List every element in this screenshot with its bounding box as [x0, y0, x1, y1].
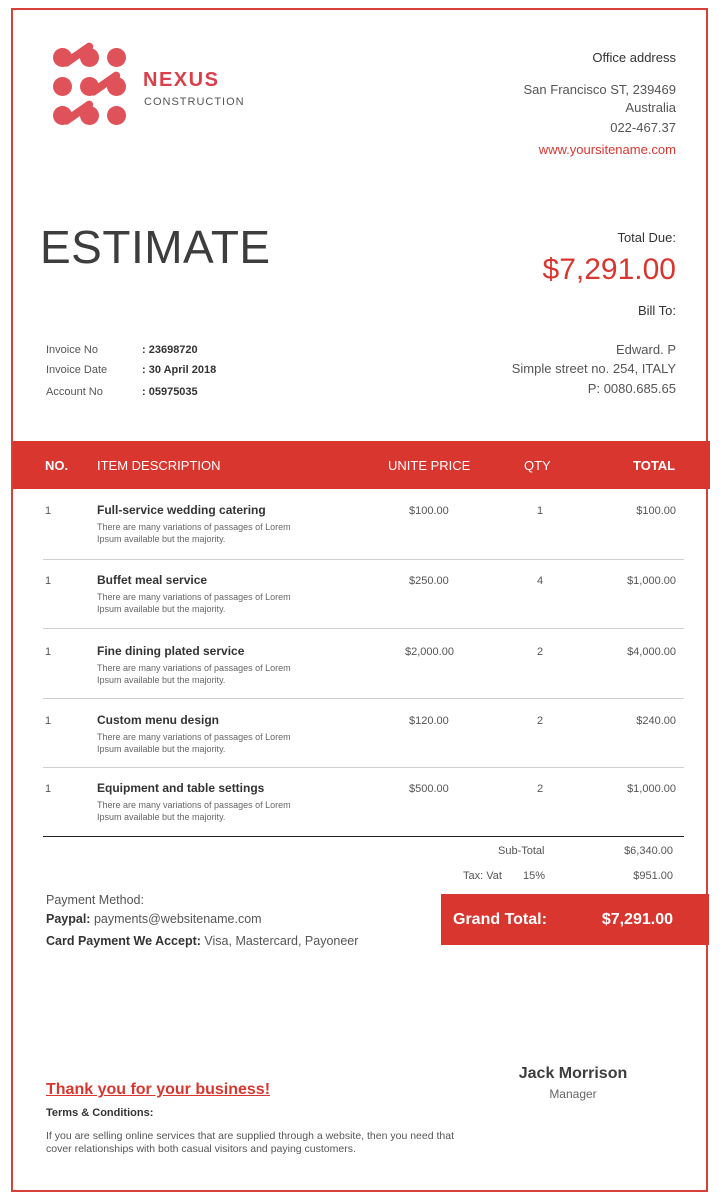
- brand-name: NEXUS: [143, 69, 220, 91]
- subtotal-value: $6,340.00: [624, 845, 673, 857]
- row-item-title: Fine dining plated service: [97, 644, 245, 658]
- signer-name: Jack Morrison: [518, 1065, 628, 1082]
- terms-label: Terms & Conditions:: [46, 1107, 154, 1119]
- row-qty: 2: [537, 646, 544, 658]
- bill-to-label: Bill To:: [637, 303, 676, 318]
- row-item-title: Buffet meal service: [97, 573, 208, 587]
- account-no-value: : 05975035: [142, 386, 198, 398]
- row-no: 1: [45, 715, 52, 727]
- subtotal-label: Sub-Total: [498, 845, 545, 857]
- document-title: ESTIMATE: [40, 221, 271, 273]
- office-address-label: Office address: [592, 50, 676, 65]
- estimate-sheet: [11, 8, 708, 1192]
- invoice-date-value: : 30 April 2018: [142, 364, 217, 376]
- row-price: $2,000.00: [405, 646, 454, 658]
- row-item-desc: There are many variations of passages of Lorem Ipsum available but the majority.: [97, 663, 291, 685]
- paypal-line: [46, 912, 262, 926]
- row-item-desc: There are many variations of passages of Lorem Ipsum available but the majority.: [97, 800, 291, 822]
- col-description: ITEM DESCRIPTION: [97, 458, 221, 473]
- grand-total-box: [441, 894, 709, 945]
- row-divider: [43, 698, 684, 699]
- row-qty: 4: [537, 575, 544, 587]
- row-price: $250.00: [409, 575, 449, 587]
- row-divider: [43, 767, 684, 768]
- row-qty: 2: [537, 783, 544, 795]
- office-address-line2: Australia: [625, 100, 676, 115]
- tax-value: $951.00: [633, 870, 673, 882]
- total-due-label: Total Due:: [617, 230, 676, 245]
- row-divider: [43, 559, 684, 560]
- office-address-line1: San Francisco ST, 239469: [523, 82, 676, 97]
- paypal-email: payments@websitename.com: [93, 912, 262, 926]
- terms-text: If you are selling online services that are supplied through a website, then you need that cover relationships with both casual visitors and paying customers.: [46, 1130, 455, 1155]
- website-link[interactable]: www.yoursitename.com: [538, 142, 676, 157]
- row-no: 1: [45, 646, 52, 658]
- row-no: 1: [45, 575, 52, 587]
- items-table-header: [13, 441, 710, 489]
- signer-role: Manager: [549, 1087, 597, 1101]
- card-payment-label: Card Payment We Accept:: [46, 934, 201, 948]
- row-item-title: Full-service wedding catering: [97, 503, 266, 517]
- col-total: TOTAL: [633, 458, 676, 473]
- row-price: $120.00: [409, 715, 449, 727]
- row-total: $1,000.00: [627, 783, 676, 795]
- col-qty: QTY: [524, 458, 551, 473]
- invoice-no-value: : 23698720: [142, 344, 198, 356]
- bill-to-phone: P: 0080.685.65: [587, 381, 676, 396]
- row-divider: [43, 628, 684, 629]
- account-no-label: Account No: [46, 386, 103, 398]
- card-payment-value: Visa, Mastercard, Payoneer: [204, 934, 359, 948]
- row-item-desc: There are many variations of passages of Lorem Ipsum available but the majority.: [97, 732, 291, 754]
- payment-method-title: Payment Method:: [46, 893, 144, 907]
- row-item-title: Custom menu design: [97, 713, 220, 727]
- row-total: $100.00: [636, 505, 676, 517]
- row-total: $1,000.00: [627, 575, 676, 587]
- row-qty: 1: [537, 505, 544, 517]
- invoice-no-label: Invoice No: [46, 344, 98, 356]
- col-no: NO.: [45, 458, 69, 473]
- col-unit-price: UNITE PRICE: [388, 458, 471, 473]
- card-payment-line: [46, 934, 358, 948]
- tax-rate: 15%: [523, 870, 546, 882]
- row-price: $100.00: [409, 505, 449, 517]
- paypal-label: Paypal:: [46, 912, 91, 926]
- bill-to-street: Simple street no. 254, ITALY: [511, 361, 676, 376]
- row-item-desc: There are many variations of passages of Lorem Ipsum available but the majority.: [97, 592, 291, 614]
- office-phone: 022-467.37: [610, 120, 676, 135]
- table-bottom-rule: [43, 836, 684, 837]
- row-qty: 2: [537, 715, 544, 727]
- nexus-logo-icon: [53, 48, 127, 126]
- grand-total-label: Grand Total:: [453, 911, 547, 928]
- row-no: 1: [45, 783, 52, 795]
- bill-to-name: Edward. P: [616, 342, 676, 357]
- row-price: $500.00: [409, 783, 449, 795]
- row-total: $4,000.00: [627, 646, 676, 658]
- row-total: $240.00: [636, 715, 676, 727]
- total-due-amount: $7,291.00: [542, 253, 676, 286]
- invoice-date-label: Invoice Date: [46, 364, 108, 376]
- grand-total-value: $7,291.00: [601, 911, 673, 928]
- tax-label: Tax: Vat: [463, 870, 502, 882]
- row-no: 1: [45, 505, 52, 517]
- row-item-title: Equipment and table settings: [97, 781, 265, 795]
- brand-subtitle: CONSTRUCTION: [144, 96, 245, 108]
- row-item-desc: There are many variations of passages of Lorem Ipsum available but the majority.: [97, 522, 291, 544]
- thank-you-link[interactable]: Thank you for your business!: [46, 1081, 271, 1098]
